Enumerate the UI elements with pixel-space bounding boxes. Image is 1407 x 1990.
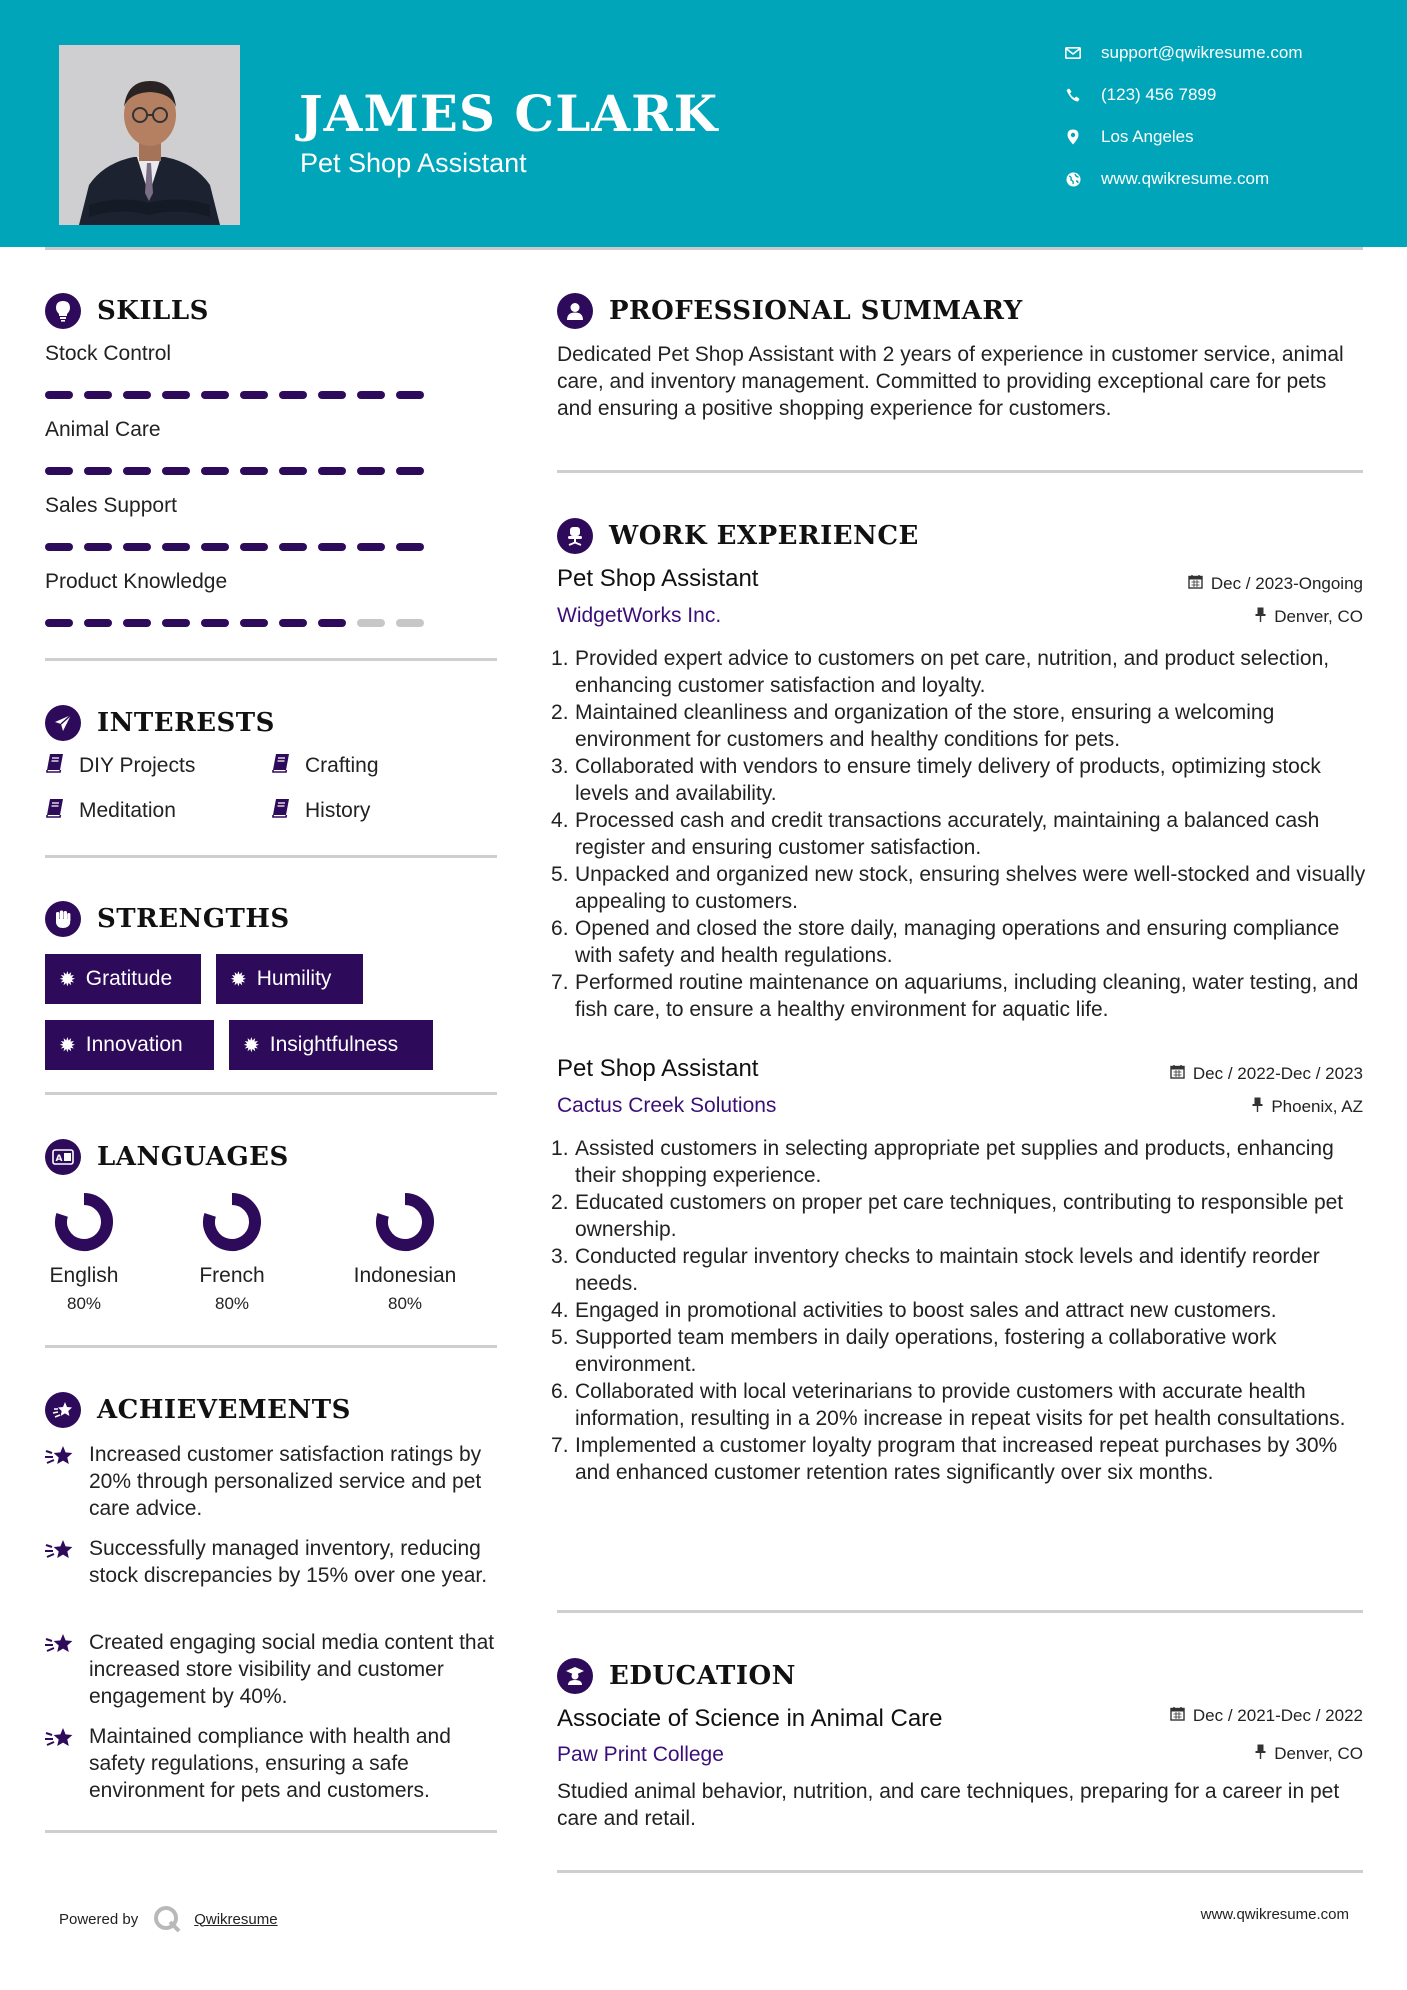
achievement-text: Created engaging social media content that increased store visibility and customer engagement by 40%. <box>89 1631 495 1708</box>
strength-label: Humility <box>256 967 332 990</box>
contact-website[interactable] <box>1063 169 1269 189</box>
achievement-item <box>45 1441 497 1522</box>
job-dates-text: Dec / 2023-Ongoing <box>1210 574 1363 593</box>
company-name: WidgetWorks Inc. <box>557 604 722 627</box>
office-chair-icon <box>557 518 593 554</box>
job-bullet: Unpacked and organized new stock, ensuring shelves were well-stocked and visually appealing to customers. <box>575 863 1366 913</box>
paper-plane-icon <box>45 705 81 741</box>
skill-dash-filled <box>123 391 151 399</box>
skill-meter <box>45 619 424 627</box>
section-divider <box>557 1870 1363 1873</box>
contact-email-text: support@qwikresume.com <box>1101 43 1303 62</box>
achievement-text: Maintained compliance with health and safety regulations, ensuring a safe environment for pets and customers. <box>89 1725 451 1802</box>
qwikresume-logo-icon <box>152 1904 182 1934</box>
job-location-text: Denver, CO <box>1274 607 1363 626</box>
graduate-icon <box>557 1658 593 1694</box>
interest-label: History <box>305 799 371 822</box>
interests-heading <box>45 705 275 741</box>
envelope-icon <box>1063 43 1083 63</box>
location-pin-icon <box>1063 127 1083 147</box>
language-progress-ring <box>374 1191 436 1253</box>
section-divider <box>45 1830 497 1833</box>
skill-dash-filled <box>45 619 73 627</box>
school-name: Paw Print College <box>557 1743 724 1766</box>
language-name: Indonesian <box>353 1264 457 1287</box>
language-percent: 80% <box>66 1294 102 1313</box>
book-icon <box>271 753 291 779</box>
education-location-text: Denver, CO <box>1274 1744 1363 1763</box>
strength-label: Insightfulness <box>269 1033 399 1056</box>
section-divider <box>45 855 497 858</box>
strength-label: Innovation <box>85 1033 183 1056</box>
powered-by-label: Powered by <box>59 1910 139 1928</box>
skill-dash-filled <box>318 391 346 399</box>
skill-dash-filled <box>279 619 307 627</box>
job-bullet: Educated customers on proper pet care techniques, contributing to responsible pet ownership. <box>575 1191 1344 1241</box>
job-bullet: Processed cash and credit transactions accurately, maintaining a balanced cash register and ensuring customer satisfaction. <box>575 809 1320 859</box>
interest-item <box>271 798 370 824</box>
skill-dash-filled <box>45 543 73 551</box>
section-divider <box>45 1345 497 1348</box>
skill-dash-filled <box>123 467 151 475</box>
interest-label: Meditation <box>79 799 176 822</box>
skill-dash-filled <box>84 619 112 627</box>
skill-dash-filled <box>396 543 424 551</box>
skills-title: SKILLS <box>97 296 209 326</box>
interest-item <box>45 753 195 779</box>
job-bullet: Collaborated with vendors to ensure timely delivery of products, optimizing stock levels and availability. <box>575 755 1321 805</box>
skill-dash-filled <box>396 467 424 475</box>
star-shooting-icon <box>45 1629 79 1710</box>
skill-dash-filled <box>201 391 229 399</box>
skills-heading <box>45 293 209 329</box>
skill-dash-filled <box>45 391 73 399</box>
section-divider <box>45 658 497 661</box>
contact-location-text: Los Angeles <box>1101 127 1194 146</box>
lightbulb-icon <box>45 293 81 329</box>
job-location-text: Phoenix, AZ <box>1271 1097 1363 1116</box>
achievement-item <box>45 1629 497 1710</box>
language-progress-ring <box>53 1191 115 1253</box>
section-divider <box>557 470 1363 473</box>
star-shooting-icon <box>45 1723 79 1804</box>
strengths-title: STRENGTHS <box>97 904 290 934</box>
achievement-item <box>45 1535 497 1589</box>
skill-dash-filled <box>45 467 73 475</box>
candidate-name: JAMES CLARK <box>299 84 719 143</box>
summary-title: PROFESSIONAL SUMMARY <box>609 296 1023 326</box>
calendar-icon <box>1188 574 1203 594</box>
badge-icon: ✹ <box>59 968 76 991</box>
contact-website-text: www.qwikresume.com <box>1101 169 1270 188</box>
candidate-title: Pet Shop Assistant <box>300 148 527 178</box>
achievements-title: ACHIEVEMENTS <box>97 1395 351 1425</box>
skill-dash-filled <box>201 543 229 551</box>
globe-icon <box>1063 169 1083 189</box>
user-icon <box>557 293 593 329</box>
job-bullet: Provided expert advice to customers on pet care, nutrition, and product selection, enhancing customer satisfaction and loyalty. <box>575 647 1330 697</box>
language-ring-arc <box>209 1199 255 1245</box>
book-icon <box>45 798 65 824</box>
strength-badge <box>45 954 201 1004</box>
company-name: Cactus Creek Solutions <box>557 1094 777 1117</box>
skill-dash-filled <box>240 391 268 399</box>
language-icon <box>45 1139 81 1175</box>
pushpin-icon <box>1255 1744 1266 1764</box>
skill-meter <box>45 467 424 475</box>
job-location <box>1255 607 1363 627</box>
job-dates-text: Dec / 2022-Dec / 2023 <box>1192 1064 1363 1083</box>
calendar-icon <box>1170 1064 1185 1084</box>
skill-dash-filled <box>162 543 190 551</box>
skill-dash-filled <box>357 391 385 399</box>
interest-item <box>45 798 176 824</box>
skill-dash-filled <box>357 467 385 475</box>
languages-title: LANGUAGES <box>97 1142 289 1172</box>
experience-heading <box>557 518 919 554</box>
skill-dash-filled <box>240 467 268 475</box>
education-description: Studied animal behavior, nutrition, and care techniques, preparing for a career in pet care and retail. <box>557 1780 1340 1830</box>
job-location <box>1252 1097 1363 1117</box>
skill-dash-filled <box>396 391 424 399</box>
education-heading <box>557 1658 796 1694</box>
interest-label: Crafting <box>305 754 379 777</box>
language-name: English <box>49 1264 119 1287</box>
skill-dash-filled <box>162 391 190 399</box>
contact-email[interactable] <box>1063 43 1303 63</box>
job-bullets <box>575 645 1367 1023</box>
footer-brand-link[interactable]: Qwikresume <box>194 1910 278 1928</box>
achievement-text: Increased customer satisfaction ratings by 20% through personalized service and pet care advice. <box>89 1443 482 1520</box>
star-shooting-icon <box>45 1392 81 1428</box>
language-item <box>172 1191 292 1314</box>
header-divider <box>45 247 1363 250</box>
skill-dash-empty <box>357 619 385 627</box>
skill-meter <box>45 543 424 551</box>
skill-dash-filled <box>318 543 346 551</box>
badge-icon: ✹ <box>230 968 247 991</box>
job-title: Pet Shop Assistant <box>557 565 759 592</box>
language-name: French <box>199 1264 265 1287</box>
summary-text: Dedicated Pet Shop Assistant with 2 years of experience in customer service, animal care, and inventory management. Committed to providing exceptional care for pets and ensuring a positive shopping experience for customers. <box>557 343 1344 420</box>
job-dates <box>1188 574 1363 594</box>
interest-label: DIY Projects <box>79 754 196 777</box>
skill-dash-filled <box>279 467 307 475</box>
skill-dash-filled <box>240 619 268 627</box>
skill-dash-filled <box>84 467 112 475</box>
skill-label: Product Knowledge <box>45 570 228 593</box>
skill-dash-filled <box>84 543 112 551</box>
education-location <box>1255 1744 1363 1764</box>
job-bullet: Implemented a customer loyalty program that increased repeat purchases by 30% and enhanced customer retention rates significantly over six months. <box>575 1434 1338 1484</box>
language-percent: 80% <box>387 1294 423 1313</box>
job-bullet: Collaborated with local veterinarians to provide customers with accurate health information, resulting in a 20% increase in repeat visits for pet health consultations. <box>575 1380 1346 1430</box>
education-title: EDUCATION <box>609 1661 796 1691</box>
job-bullet: Conducted regular inventory checks to maintain stock levels and identify reorder needs. <box>575 1245 1320 1295</box>
skill-dash-filled <box>123 619 151 627</box>
language-ring-arc <box>61 1199 107 1245</box>
footer-powered-by <box>59 1904 278 1934</box>
book-icon <box>271 798 291 824</box>
language-percent: 80% <box>214 1294 250 1313</box>
svg-text:A: A <box>55 1154 63 1164</box>
contact-location <box>1063 127 1194 147</box>
skill-dash-filled <box>357 543 385 551</box>
skill-label: Stock Control <box>45 342 172 365</box>
strength-label: Gratitude <box>85 967 173 990</box>
language-ring-arc <box>382 1199 428 1245</box>
phone-icon <box>1063 85 1083 105</box>
skill-dash-filled <box>201 467 229 475</box>
job-bullet: Opened and closed the store daily, managing operations and ensuring compliance with safety and health regulations. <box>575 917 1340 967</box>
language-progress-ring <box>201 1191 263 1253</box>
contact-phone[interactable] <box>1063 85 1216 105</box>
achievement-item <box>45 1723 497 1804</box>
skill-label: Animal Care <box>45 418 161 441</box>
section-divider <box>557 1610 1363 1613</box>
job-bullet: Assisted customers in selecting appropriate pet supplies and products, enhancing their shopping experience. <box>575 1137 1334 1187</box>
interests-title: INTERESTS <box>97 708 275 738</box>
strength-badge <box>45 1020 214 1070</box>
language-item <box>345 1191 465 1314</box>
language-item <box>24 1191 144 1314</box>
section-divider <box>45 1092 497 1095</box>
profile-photo <box>59 45 240 225</box>
summary-heading <box>557 293 1023 329</box>
skill-dash-filled <box>201 619 229 627</box>
strength-badge <box>216 954 363 1004</box>
fist-icon <box>45 901 81 937</box>
calendar-icon <box>1170 1706 1185 1726</box>
interest-item <box>271 753 379 779</box>
skill-dash-filled <box>279 391 307 399</box>
badge-icon: ✹ <box>243 1034 260 1057</box>
job-bullet: Performed routine maintenance on aquariums, including cleaning, water testing, and fish care, to ensure a healthy environment for aquatic life. <box>575 971 1359 1021</box>
star-shooting-icon <box>45 1535 79 1589</box>
star-shooting-icon <box>45 1441 79 1522</box>
education-dates <box>1170 1706 1363 1726</box>
contact-phone-text: (123) 456 7899 <box>1101 85 1217 104</box>
achievement-text: Successfully managed inventory, reducing stock discrepancies by 15% over one year. <box>89 1537 488 1587</box>
education-dates-text: Dec / 2021-Dec / 2022 <box>1192 1706 1363 1725</box>
skill-dash-filled <box>123 543 151 551</box>
job-bullet: Supported team members in daily operations, fostering a collaborative work environment. <box>575 1326 1277 1376</box>
pushpin-icon <box>1252 1097 1263 1117</box>
job-bullet: Maintained cleanliness and organization of the store, ensuring a welcoming environment for customers and healthy conditions for pets. <box>575 701 1275 751</box>
skill-dash-filled <box>84 391 112 399</box>
job-title: Pet Shop Assistant <box>557 1055 759 1082</box>
pushpin-icon <box>1255 607 1266 627</box>
achievements-heading <box>45 1392 351 1428</box>
strengths-heading <box>45 901 290 937</box>
skill-label: Sales Support <box>45 494 177 517</box>
languages-heading <box>45 1139 289 1175</box>
book-icon <box>45 753 65 779</box>
footer-url[interactable]: www.qwikresume.com <box>1200 1906 1349 1923</box>
skill-dash-empty <box>396 619 424 627</box>
skill-dash-filled <box>318 619 346 627</box>
skill-dash-filled <box>279 543 307 551</box>
degree-title: Associate of Science in Animal Care <box>557 1705 943 1732</box>
job-bullets <box>575 1135 1367 1486</box>
job-bullet: Engaged in promotional activities to boost sales and attract new customers. <box>575 1299 1277 1322</box>
skill-dash-filled <box>318 467 346 475</box>
skill-dash-filled <box>162 619 190 627</box>
job-dates <box>1170 1064 1363 1084</box>
experience-title: WORK EXPERIENCE <box>609 521 919 551</box>
skill-dash-filled <box>162 467 190 475</box>
strength-badge <box>229 1020 433 1070</box>
skill-meter <box>45 391 424 399</box>
badge-icon: ✹ <box>59 1034 76 1057</box>
skill-dash-filled <box>240 543 268 551</box>
